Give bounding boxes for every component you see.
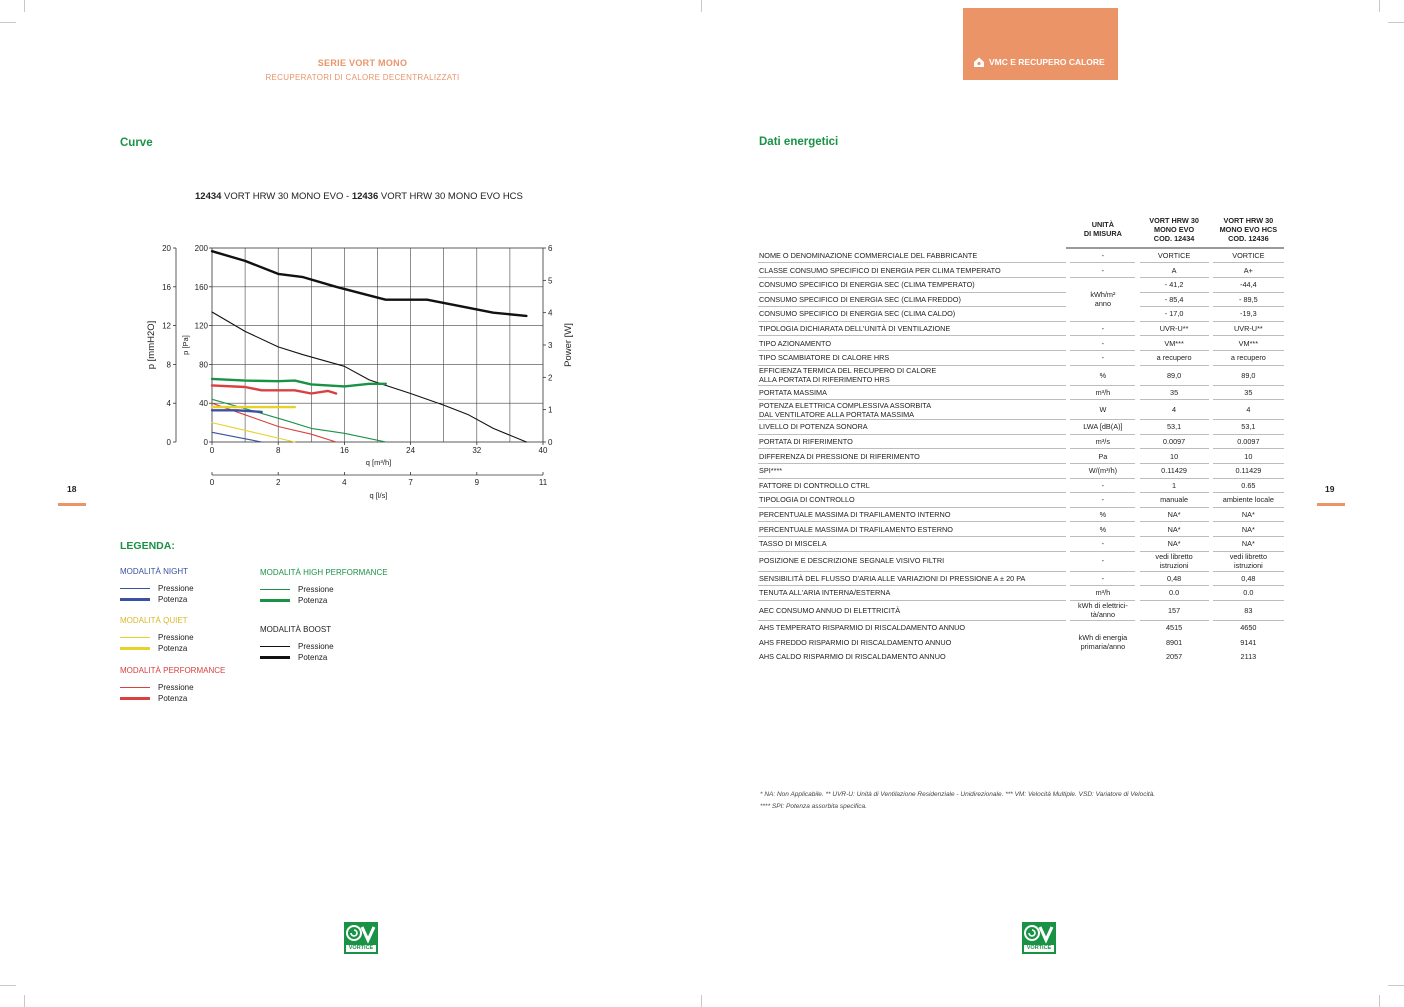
- chart-title-code: 12436: [351, 191, 379, 202]
- legend-group-title: MODALITÀ BOOST: [260, 625, 332, 634]
- legend-item-label: Potenza: [158, 694, 188, 703]
- row-label: AHS FREDDO RISPARMIO DI RISCALDAMENTO ANNUO: [759, 637, 952, 647]
- row-value-model1: 4515: [1165, 623, 1183, 633]
- vortice-logo: [1022, 922, 1056, 959]
- row-value-model2: 10: [1213, 449, 1284, 464]
- legend-item: [120, 632, 194, 643]
- table-row: [758, 600, 1284, 620]
- legend-line-swatch: [120, 598, 150, 601]
- row-value-model1: vedi libretto istruzioni: [1140, 551, 1209, 571]
- row-value-model2: ambiente locale: [1213, 493, 1284, 508]
- tick-label-m3h: 0: [209, 446, 215, 455]
- crop-mark: [24, 995, 25, 1007]
- table-header-model1: VORT HRW 30 MONO EVO COD. 12434: [1140, 216, 1209, 248]
- row-value-model1: 1: [1140, 478, 1209, 493]
- row-value-model2: 9141: [1240, 637, 1257, 647]
- row-value-model1: - 17,0: [1140, 307, 1209, 322]
- crop-mark: [1379, 995, 1380, 1007]
- tick-label-mmh2o: 0: [166, 438, 171, 447]
- legend-item-label: Pressione: [298, 642, 334, 651]
- row-label: PERCENTUALE MASSIMA DI TRAFILAMENTO ESTERNO: [758, 522, 1066, 537]
- row-label: TENUTA ALL'ARIA INTERNA/ESTERNA: [758, 586, 1066, 601]
- tick-label-pa: 0: [203, 438, 208, 447]
- tick-label-power: 2: [548, 373, 553, 383]
- table-row: [758, 507, 1284, 522]
- axis-label-power: Power [W]: [563, 323, 574, 367]
- category-badge-label: VMC E RECUPERO CALORE: [989, 57, 1105, 67]
- row-label: EFFICIENZA TERMICA DEL RECUPERO DI CALORE ALLA PORTATA DI RIFERIMENTO HRS: [758, 365, 1066, 385]
- row-value-model1: 10: [1140, 449, 1209, 464]
- tick-label-pa: 120: [194, 321, 208, 331]
- page-number-bar: [58, 503, 86, 506]
- table-row: [758, 536, 1284, 551]
- table-row: [758, 620, 1284, 635]
- crop-mark: [0, 985, 16, 986]
- series-line-3: [212, 399, 386, 442]
- legend-group-performance: [120, 666, 225, 704]
- row-unit: m³/h: [1070, 385, 1135, 400]
- row-label: TIPO SCAMBIATORE DI CALORE HRS: [758, 350, 1066, 365]
- row-value-model2: 35: [1213, 385, 1284, 400]
- tick-label-power: 3: [548, 341, 553, 350]
- table-row: [758, 420, 1284, 435]
- energy-data-table: [758, 216, 1284, 664]
- tick-label-power: 1: [548, 405, 553, 415]
- table-row: [758, 400, 1284, 420]
- chart-title-code: 12434: [195, 191, 222, 202]
- row-value-model2: -44,4: [1213, 278, 1284, 293]
- tick-label-m3h: 32: [472, 446, 482, 455]
- page-number: 18: [67, 484, 77, 494]
- tick-label-power: 4: [548, 308, 553, 318]
- legend-line-swatch: [260, 656, 290, 659]
- tick-label-mmh2o: 4: [166, 399, 171, 409]
- row-value-model1: A: [1140, 263, 1209, 278]
- page-number-bar: [1317, 503, 1345, 506]
- chart-title-name: VORT HRW 30 MONO EVO HCS: [378, 191, 523, 202]
- row-value-model2: 0,48: [1213, 571, 1284, 586]
- row-value-model2: 0.65: [1213, 478, 1284, 493]
- tick-label-m3h: 24: [406, 446, 416, 455]
- legend-item: [120, 693, 225, 704]
- series-line-1: [212, 312, 526, 442]
- legend-item-label: Pressione: [158, 683, 194, 692]
- row-unit: -: [1070, 478, 1135, 493]
- crop-mark: [1379, 0, 1380, 12]
- row-label: POTENZA ELETTRICA COMPLESSIVA ASSORBITA DAL VENTILATORE ALLA PORTATA MASSIMA: [758, 400, 1066, 420]
- page-number: 19: [1325, 484, 1335, 494]
- row-value-model1: 2057: [1165, 652, 1183, 662]
- row-label: SENSIBILITÀ DEL FLUSSO D'ARIA ALLE VARIAZIONI DI PRESSIONE A ± 20 PA: [758, 571, 1066, 586]
- legend-item: [120, 583, 194, 594]
- row-value-model1: NA*: [1140, 507, 1209, 522]
- footnote: * NA: Non Applicabile. ** UVR-U: Unità di Ventilazione Residenziale - Unidirezionale. *** VM: Velocità Multiple. VSD: Variatore di Velocità.: [760, 791, 1156, 798]
- row-label: TIPO AZIONAMENTO: [758, 336, 1066, 351]
- table-row: [758, 321, 1284, 336]
- tick-label-ls: 9: [474, 478, 480, 487]
- legend-item: [120, 643, 194, 654]
- row-value-model2: VM***: [1213, 336, 1284, 351]
- row-unit: -: [1070, 248, 1135, 263]
- row-unit: %: [1070, 522, 1135, 537]
- row-value-model2: 83: [1213, 600, 1284, 620]
- table-header-model2: VORT HRW 30 MONO EVO HCS COD. 12436: [1213, 216, 1284, 248]
- row-label: CONSUMO SPECIFICO DI ENERGIA SEC (CLIMA FREDDO): [758, 292, 1066, 307]
- legend-item-label: Potenza: [158, 644, 188, 653]
- series-line-9: [212, 432, 262, 442]
- legend-line-swatch: [120, 647, 150, 650]
- legend-line-swatch: [120, 637, 150, 638]
- table-row: [758, 350, 1284, 365]
- row-value-model2: NA*: [1213, 536, 1284, 551]
- legend-group-title: MODALITÀ HIGH PERFORMANCE: [260, 568, 388, 577]
- table-row: [758, 385, 1284, 400]
- row-unit: -: [1070, 536, 1135, 551]
- row-value-model2: UVR-U**: [1213, 321, 1284, 336]
- house-icon: [973, 56, 985, 68]
- row-label: AHS TEMPERATO RISPARMIO DI RISCALDAMENTO ANNUO: [759, 623, 966, 633]
- table-header-empty: [758, 216, 1066, 248]
- row-unit: m³/h: [1070, 586, 1135, 601]
- legend-item: [260, 584, 388, 595]
- legend-line-swatch: [260, 589, 290, 590]
- tick-label-m3h: 16: [339, 446, 349, 455]
- crop-mark: [701, 0, 702, 12]
- tick-label-ls: 4: [342, 478, 347, 487]
- legend-item: [260, 641, 334, 652]
- legend-line-swatch: [260, 646, 290, 647]
- tick-label-mmh2o: 8: [166, 360, 171, 370]
- row-label: PORTATA MASSIMA: [758, 385, 1066, 400]
- row-value-model1: VORTICE: [1140, 248, 1209, 263]
- row-value-model2: 0.11429: [1213, 463, 1284, 478]
- series-subtitle: RECUPERATORI DI CALORE DECENTRALIZZATI: [265, 73, 460, 82]
- crop-mark: [24, 0, 25, 12]
- performance-chart: [130, 235, 590, 505]
- table-row: [758, 248, 1284, 263]
- row-unit: -: [1070, 350, 1135, 365]
- row-value-model2: 2113: [1240, 652, 1257, 662]
- tick-label-pa: 160: [194, 282, 208, 292]
- tick-label-m3h: 40: [538, 446, 548, 455]
- row-unit: kWh/m² anno: [1070, 278, 1135, 322]
- row-unit: kWh di energia primaria/anno: [1078, 633, 1128, 652]
- row-value-model1: 0.0097: [1140, 434, 1209, 449]
- row-value-model2: 4650: [1240, 623, 1257, 633]
- table-row: [758, 365, 1284, 385]
- row-label: SPI****: [758, 463, 1066, 478]
- tick-label-power: 0: [548, 438, 553, 447]
- row-label: DIFFERENZA DI PRESSIONE DI RIFERIMENTO: [758, 449, 1066, 464]
- chart-title: [195, 191, 523, 202]
- row-value-model2: A+: [1213, 263, 1284, 278]
- footnote: **** SPI: Potenza assorbita specifica.: [760, 803, 867, 810]
- legend-item-label: Pressione: [158, 633, 194, 642]
- series-line-4: [212, 385, 336, 393]
- table-row: [758, 263, 1284, 278]
- row-label: PERCENTUALE MASSIMA DI TRAFILAMENTO INTERNO: [758, 507, 1066, 522]
- category-badge: [963, 8, 1118, 80]
- tick-label-ls: 11: [538, 478, 548, 487]
- row-value-model2: a recupero: [1213, 350, 1284, 365]
- tick-label-m3h: 8: [275, 446, 281, 455]
- table-row: [758, 307, 1284, 322]
- row-label: CONSUMO SPECIFICO DI ENERGIA SEC (CLIMA CALDO): [758, 307, 1066, 322]
- table-row: [758, 278, 1284, 293]
- table-row: [758, 586, 1284, 601]
- row-label: CLASSE CONSUMO SPECIFICO DI ENERGIA PER CLIMA TEMPERATO: [758, 263, 1066, 278]
- row-value-model2: VORTICE: [1213, 248, 1284, 263]
- legend-line-swatch: [260, 599, 290, 602]
- row-value-model2: 89,0: [1213, 365, 1284, 385]
- series-line-2: [212, 379, 386, 387]
- section-title-dati: Dati energetici: [759, 136, 839, 148]
- table-row: [758, 551, 1284, 571]
- row-unit: W: [1070, 400, 1135, 420]
- tick-label-pa: 200: [194, 244, 208, 253]
- table-row: [758, 336, 1284, 351]
- legend-group-night: [120, 567, 194, 605]
- row-value-model2: 53,1: [1213, 420, 1284, 435]
- row-unit: m³/s: [1070, 434, 1135, 449]
- row-value-model1: 0.11429: [1140, 463, 1209, 478]
- series-title: SERIE VORT MONO: [317, 58, 408, 68]
- legend-item-label: Pressione: [158, 584, 194, 593]
- tick-label-ls: 0: [209, 478, 215, 487]
- row-value-model1: - 85,4: [1140, 292, 1209, 307]
- table-row: [758, 635, 1284, 650]
- row-label: LIVELLO DI POTENZA SONORA: [758, 420, 1066, 435]
- legend-item: [120, 594, 194, 605]
- row-unit: %: [1070, 507, 1135, 522]
- legend-line-swatch: [120, 697, 150, 700]
- row-unit: -: [1070, 551, 1135, 571]
- row-unit: LWA [dB(A)]: [1070, 420, 1135, 435]
- tick-label-pa: 40: [199, 399, 208, 409]
- legend-item: [260, 595, 388, 606]
- row-label: NOME O DENOMINAZIONE COMMERCIALE DEL FABBRICANTE: [758, 248, 1066, 263]
- crop-mark: [0, 22, 16, 23]
- axis-label-mmh2o: p [mmH2O]: [146, 320, 157, 370]
- legend-line-swatch: [120, 588, 150, 589]
- row-label: FATTORE DI CONTROLLO CTRL: [758, 478, 1066, 493]
- row-value-model1: 0,48: [1140, 571, 1209, 586]
- legend-group-high-performance: [260, 568, 388, 606]
- row-unit: -: [1070, 493, 1135, 508]
- legend-item: [260, 652, 334, 663]
- crop-mark: [1388, 985, 1404, 986]
- row-label: TASSO DI MISCELA: [758, 536, 1066, 551]
- tick-label-ls: 2: [275, 478, 281, 487]
- row-value-model2: vedi libretto istruzioni: [1213, 551, 1284, 571]
- series-line-7: [212, 423, 295, 442]
- table-row: [758, 649, 1284, 664]
- row-value-model1: 89,0: [1140, 365, 1209, 385]
- table-row: [758, 449, 1284, 464]
- legend-item: [120, 682, 225, 693]
- table-row: [758, 292, 1284, 307]
- row-value-model1: manuale: [1140, 493, 1209, 508]
- legend-item-label: Potenza: [298, 596, 328, 605]
- tick-label-mmh2o: 12: [162, 321, 171, 331]
- row-label: POSIZIONE E DESCRIZIONE SEGNALE VISIVO FILTRI: [758, 551, 1066, 571]
- legend-group-title: MODALITÀ QUIET: [120, 616, 188, 625]
- table-row: [758, 522, 1284, 537]
- tick-label-mmh2o: 20: [162, 244, 171, 253]
- row-label: AHS CALDO RISPARMIO DI RISCALDAMENTO ANNUO: [759, 652, 946, 662]
- row-value-model1: 8901: [1165, 637, 1183, 647]
- row-value-model2: 0.0097: [1213, 434, 1284, 449]
- legend-group-quiet: [120, 616, 194, 654]
- table-header-row: [758, 216, 1284, 248]
- row-value-model1: - 41,2: [1140, 278, 1209, 293]
- table-header-unit: UNITÀ DI MISURA: [1070, 216, 1135, 248]
- legend-item-label: Potenza: [298, 653, 328, 662]
- tick-label-power: 6: [548, 244, 553, 253]
- axis-label-m3h: q [m³/h]: [365, 458, 392, 467]
- row-unit: W/(m³/h): [1070, 463, 1135, 478]
- legend-title: LEGENDA:: [120, 540, 175, 552]
- tick-label-mmh2o: 16: [162, 282, 171, 292]
- legend-item-label: Potenza: [158, 595, 188, 604]
- row-unit: -: [1070, 336, 1135, 351]
- tick-label-power: 5: [548, 276, 553, 286]
- row-label: PORTATA DI RIFERIMENTO: [758, 434, 1066, 449]
- legend-line-swatch: [120, 687, 150, 688]
- tick-label-pa: 80: [199, 360, 208, 370]
- row-label: TIPOLOGIA DICHIARATA DELL'UNITÀ DI VENTILAZIONE: [758, 321, 1066, 336]
- row-value-model2: NA*: [1213, 522, 1284, 537]
- row-value-model2: NA*: [1213, 507, 1284, 522]
- row-value-model1: NA*: [1140, 522, 1209, 537]
- legend-item-label: Pressione: [298, 585, 334, 594]
- row-value-model2: -19,3: [1213, 307, 1284, 322]
- row-unit: %: [1070, 365, 1135, 385]
- row-unit: -: [1070, 321, 1135, 336]
- row-unit: -: [1070, 263, 1135, 278]
- crop-mark: [701, 995, 702, 1007]
- chart-title-name: VORT HRW 30 MONO EVO -: [221, 191, 352, 202]
- row-value-model1: 4: [1140, 400, 1209, 420]
- vortice-logo: [344, 922, 378, 959]
- row-label: AEC CONSUMO ANNUO DI ELETTRICITÀ: [758, 600, 1066, 620]
- row-label: TIPOLOGIA DI CONTROLLO: [758, 493, 1066, 508]
- table-row: [758, 434, 1284, 449]
- legend-group-boost: [260, 625, 334, 663]
- vortice-logo-text: VORTICE: [1026, 945, 1052, 951]
- table-row: [758, 463, 1284, 478]
- axis-label-ls: q [l/s]: [369, 491, 388, 500]
- row-value-model1: VM***: [1140, 336, 1209, 351]
- table-row: [758, 493, 1284, 508]
- tick-label-ls: 7: [408, 478, 413, 487]
- row-value-model1: 35: [1140, 385, 1209, 400]
- table-row: [758, 571, 1284, 586]
- row-value-model1: 53,1: [1140, 420, 1209, 435]
- row-unit: -: [1070, 571, 1135, 586]
- row-value-model2: 0.0: [1213, 586, 1284, 601]
- row-label: CONSUMO SPECIFICO DI ENERGIA SEC (CLIMA TEMPERATO): [758, 278, 1066, 293]
- row-value-model1: a recupero: [1140, 350, 1209, 365]
- row-value-model2: 4: [1213, 400, 1284, 420]
- row-unit: Pa: [1070, 449, 1135, 464]
- row-value-model1: 0.0: [1140, 586, 1209, 601]
- legend-group-title: MODALITÀ NIGHT: [120, 567, 189, 576]
- row-value-model1: 157: [1140, 600, 1209, 620]
- row-value-model2: - 89,5: [1213, 292, 1284, 307]
- row-value-model1: UVR-U**: [1140, 321, 1209, 336]
- table-row: [758, 478, 1284, 493]
- row-value-model1: NA*: [1140, 536, 1209, 551]
- crop-mark: [1388, 22, 1404, 23]
- vortice-logo-text: VORTICE: [348, 945, 374, 951]
- series-line-0: [212, 251, 526, 316]
- row-unit: kWh di elettrici- tà/anno: [1070, 600, 1135, 620]
- legend-group-title: MODALITÀ PERFORMANCE: [120, 666, 226, 675]
- axis-label-pa: p [Pa]: [181, 335, 190, 355]
- section-title-curve: Curve: [120, 137, 153, 149]
